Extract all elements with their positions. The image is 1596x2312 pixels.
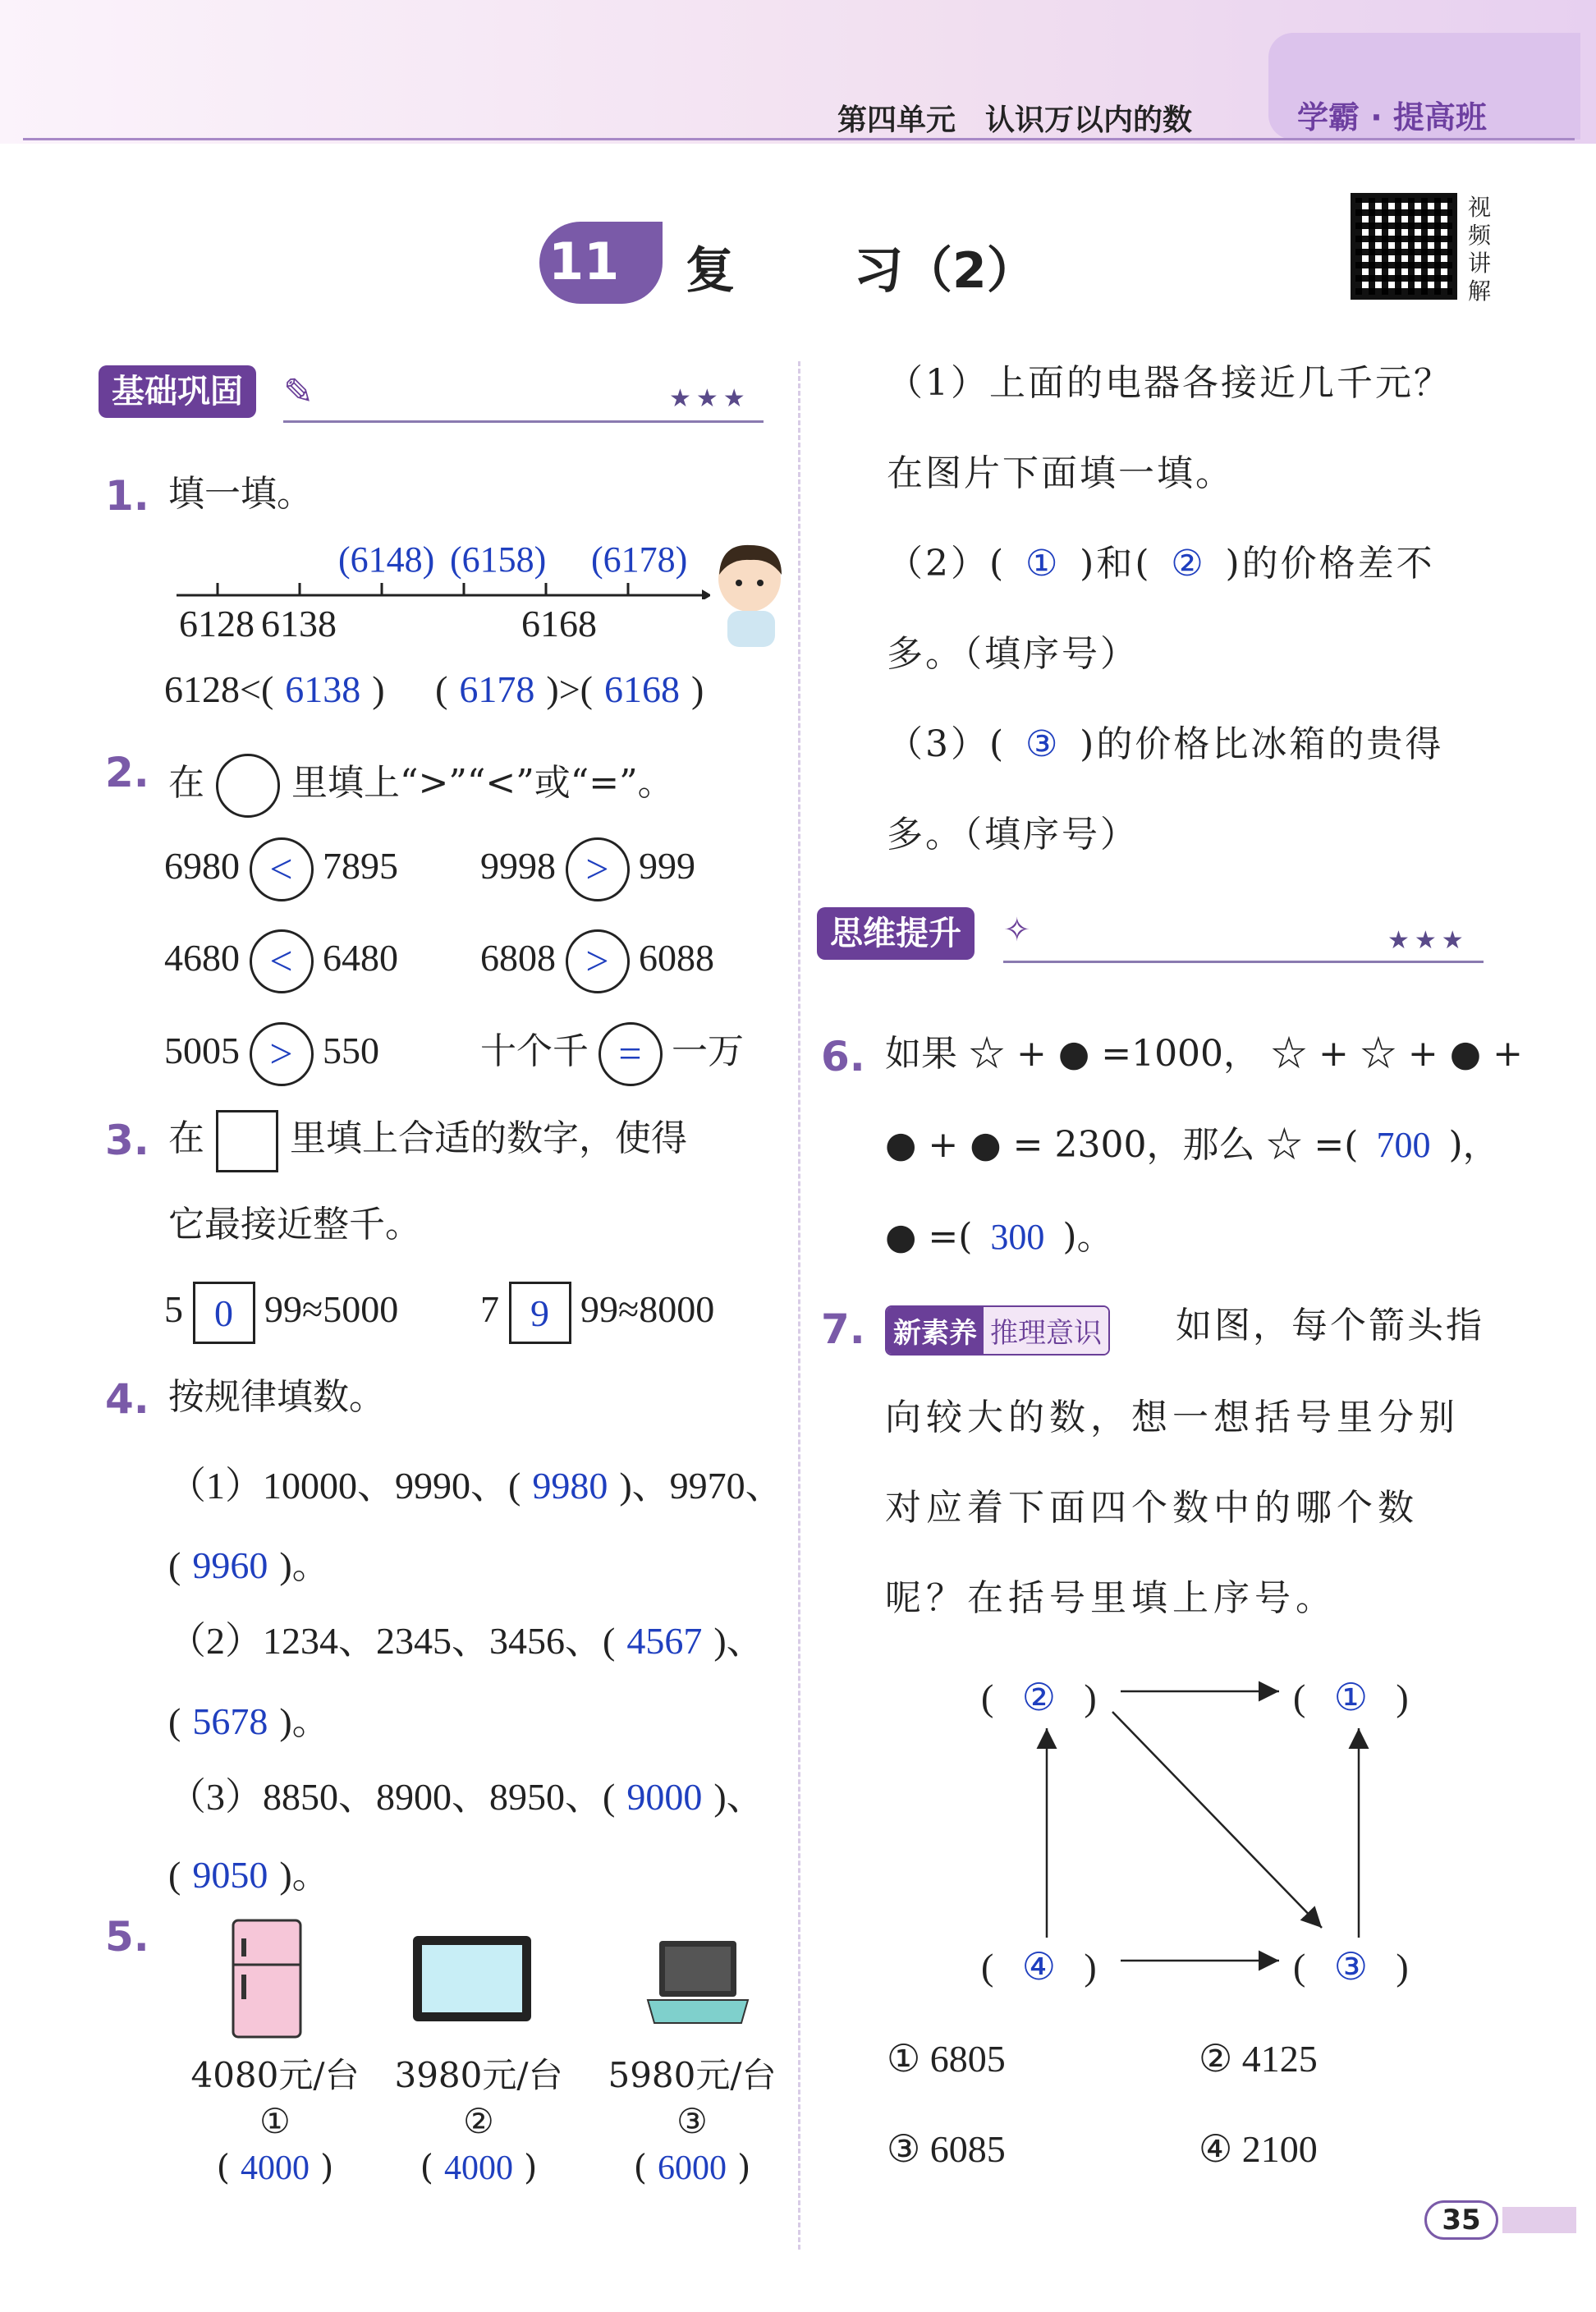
fridge-icon	[230, 1917, 304, 2040]
number-line-answer: (6158)	[450, 539, 547, 580]
q5-part2: （2）( ① )和( ② )的价格差不	[887, 543, 1435, 585]
q1-row2: 6128<( 6138 ) ( 6178 )>( 6168 )	[164, 668, 704, 710]
qr-code-icon[interactable]	[1351, 193, 1457, 300]
equation-line: ● =( 300 )。	[885, 1216, 1113, 1258]
unit-title: 第四单元 认识万以内的数	[837, 103, 1193, 137]
blank-square	[216, 1110, 278, 1172]
section-underline	[1003, 961, 1484, 963]
option-item: ④ 2100	[1199, 2128, 1318, 2170]
compare-row: 4680 < 6480	[164, 925, 398, 993]
q5-part1: 在图片下面填一填。	[887, 452, 1234, 494]
q5-part3: （3）( ③ )的价格比冰箱的贵得	[887, 723, 1444, 765]
sparkle-icon: ✧	[1003, 911, 1031, 949]
sequence-line: ( 9960 )。	[168, 1544, 330, 1586]
sequence-line: （1）10000、9990、( 9980 )、9970、	[168, 1465, 783, 1507]
sequence-line: ( 9050 )。	[168, 1854, 330, 1896]
question-prompt: 它最接近整千。	[168, 1204, 421, 1245]
question-prompt: 按规律填数。	[168, 1376, 385, 1418]
column-divider	[798, 361, 800, 2250]
q5-part2: 多。（填序号）	[887, 633, 1139, 675]
question-prompt: 对应着下面四个数中的哪个数	[885, 1487, 1419, 1529]
node-top-right: ( ① )	[1293, 1677, 1409, 1718]
lesson-title-part2: 习（2）	[854, 242, 1036, 300]
question-number: 2.	[105, 749, 149, 796]
number-line-label: 6168	[521, 603, 597, 645]
question-prompt: 填一填。	[168, 473, 313, 515]
laptop-icon	[644, 1938, 751, 2028]
page-number: 35	[1424, 2200, 1498, 2240]
question-number: 3.	[105, 1117, 149, 1164]
compare-row: 9998 > 999	[480, 833, 695, 901]
option-item: ② 4125	[1199, 2038, 1318, 2080]
question-prompt: 在 里填上“>”“<”或“=”。	[168, 751, 674, 818]
section-underline	[283, 420, 764, 423]
pencil-icon: ✎	[283, 371, 314, 413]
digit-box[interactable]: 0	[193, 1282, 255, 1344]
appliance-laptop: 5980元/台 ③ ( 6000 )	[608, 2055, 777, 2187]
difficulty-stars: ★★★	[1387, 926, 1469, 955]
header-divider	[23, 138, 1575, 140]
round-row: 7 9 99≈8000	[480, 1277, 714, 1344]
blank-circle	[216, 754, 280, 818]
option-item: ① 6805	[887, 2038, 1006, 2080]
difficulty-stars: ★★★	[669, 384, 750, 413]
number-line-label: 6138	[261, 603, 337, 645]
question-prompt: 在 里填上合适的数字，使得	[168, 1107, 687, 1172]
question-prompt: 如图，每个箭头指	[1176, 1305, 1484, 1346]
question-prompt: 呢？在括号里填上序号。	[885, 1577, 1337, 1619]
section-tag-thinking: 思维提升	[817, 907, 975, 960]
tv-icon	[410, 1934, 534, 2024]
equation-line: 如果 ☆ + ● =1000， ☆ + ☆ + ● +	[885, 1033, 1523, 1075]
equation-line: ● + ● = 2300，那么 ☆ =( 700 )，	[885, 1124, 1499, 1166]
compare-row: 6980 < 7895	[164, 833, 398, 901]
question-number: 1.	[105, 472, 149, 520]
compare-circle[interactable]: >	[250, 1022, 314, 1086]
number-line-answer: (6178)	[591, 539, 688, 580]
node-bottom-right: ( ③ )	[1293, 1946, 1409, 1988]
compare-circle[interactable]: <	[250, 929, 314, 993]
compare-row: 6808 > 6088	[480, 925, 714, 993]
node-top-left: ( ② )	[981, 1677, 1097, 1718]
sequence-line: ( 5678 )。	[168, 1700, 330, 1742]
compare-row: 十个千 = 一万	[480, 1018, 744, 1086]
boy-illustration	[713, 542, 791, 649]
sequence-line: （2）1234、2345、3456、( 4567 )、	[168, 1620, 764, 1662]
question-number: 7.	[821, 1305, 865, 1353]
tag-new-literacy: 新素养 推理意识	[885, 1305, 1110, 1356]
compare-circle[interactable]: >	[566, 837, 630, 901]
lesson-title-part1: 复	[686, 242, 735, 300]
compare-row: 5005 > 550	[164, 1018, 379, 1086]
sequence-line: （3）8850、8900、8950、( 9000 )、	[168, 1776, 764, 1818]
q5-part3: 多。（填序号）	[887, 814, 1139, 856]
digit-box[interactable]: 9	[509, 1282, 571, 1344]
brand-name: 学霸 · 提高班	[1297, 99, 1487, 135]
lesson-number: 11	[548, 232, 620, 291]
number-line-answer: (6148)	[338, 539, 435, 580]
option-item: ③ 6085	[887, 2128, 1006, 2170]
compare-circle[interactable]: >	[566, 929, 630, 993]
appliance-fridge: 4080元/台 ① ( 4000 )	[190, 2055, 360, 2187]
compare-circle[interactable]: <	[250, 837, 314, 901]
question-number: 4.	[105, 1375, 149, 1423]
qr-label: 视 频 讲 解	[1467, 194, 1491, 305]
q5-part1: （1）上面的电器各接近几千元？	[887, 362, 1452, 404]
compare-circle[interactable]: =	[598, 1022, 663, 1086]
appliance-tv: 3980元/台 ② ( 4000 )	[394, 2055, 563, 2187]
footer-bar	[1502, 2207, 1576, 2233]
number-line-label: 6128	[179, 603, 255, 645]
section-tag-basic: 基础巩固	[99, 365, 256, 418]
node-bottom-left: ( ④ )	[981, 1946, 1097, 1988]
question-prompt: 向较大的数，想一想括号里分别	[885, 1397, 1460, 1438]
question-number: 5.	[105, 1913, 149, 1961]
question-number: 6.	[821, 1033, 865, 1080]
round-row: 5 0 99≈5000	[164, 1277, 398, 1344]
